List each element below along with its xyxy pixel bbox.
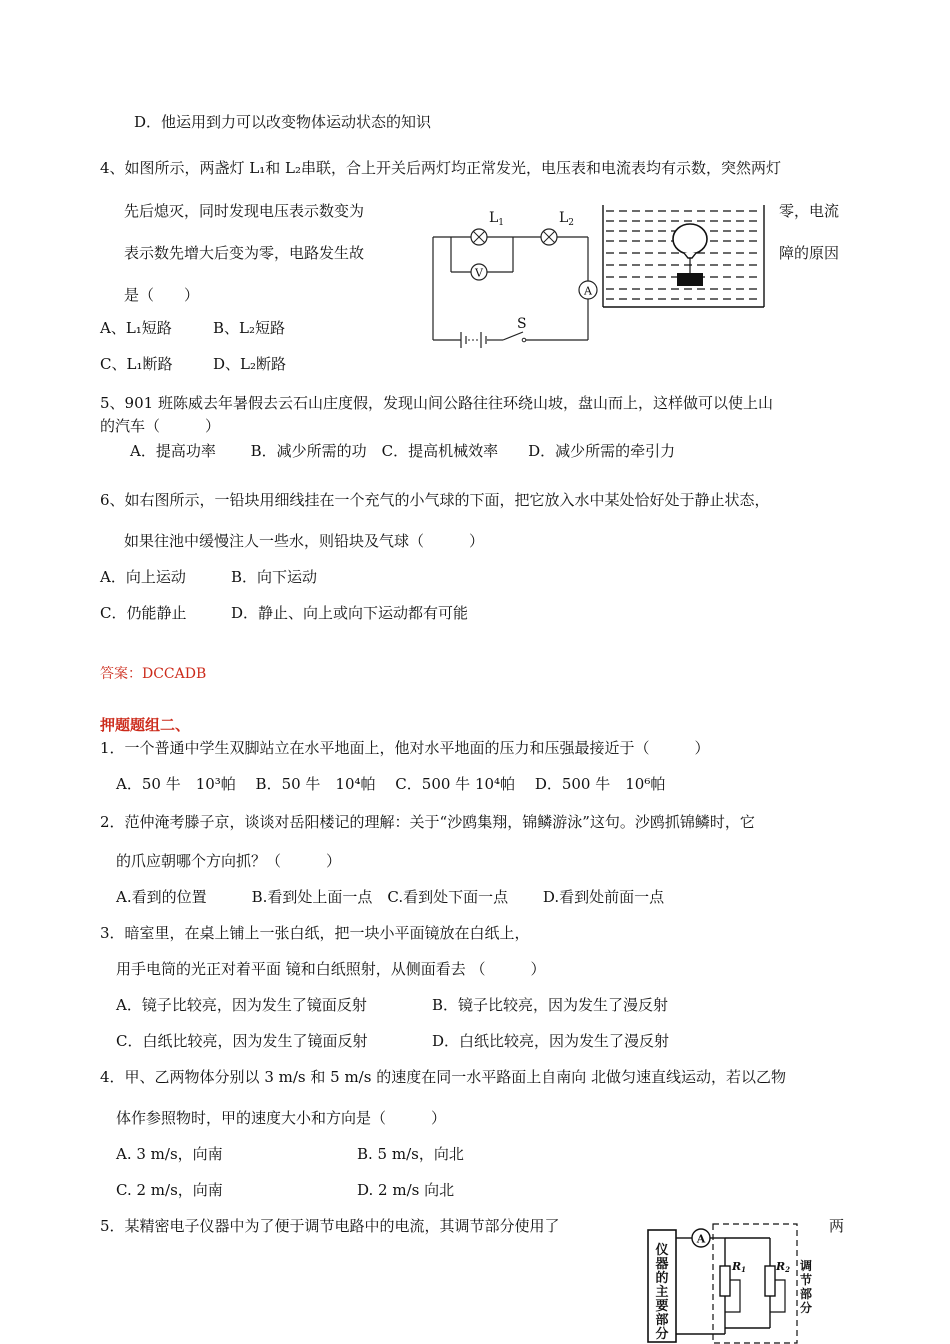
q4-stem-line1: 4、如图所示，两盏灯 L₁和 L₂串联，合上开关后两灯均正常发光，电压表和电流表均有示数，突然两灯 [100, 159, 782, 177]
g2-q5-stem-line1: 5．某精密电子仪器中为了便于调节电路中的电流，其调节部分使用了 [100, 1217, 560, 1235]
g2-q4-stem-line1: 4．甲、乙两物体分别以 3 m/s 和 5 m/s 的速度在同一水平路面上自南向 北做匀速直线运动，若以乙物 [100, 1068, 786, 1086]
g2-q3-option-d: D．白纸比较亮，因为发生了漫反射 [432, 1032, 670, 1050]
q4-stem-right2: 障的原因 [779, 244, 840, 262]
q4-stem-right1: 零，电流 [779, 202, 840, 220]
g2-q2-stem-line2: 的爪应朝哪个方向抓？（ ） [116, 852, 342, 870]
instrument-box-label: 仪器的主要部分 [655, 1243, 669, 1342]
q4-option-c: C、L₁断路 [100, 355, 173, 373]
g2-q4-option-d: D. 2 m/s 向北 [357, 1181, 455, 1199]
lead-block-icon [677, 273, 703, 286]
q4-option-b: B、L₂短路 [213, 319, 285, 337]
group2-heading: 押题题组二、 [100, 716, 191, 734]
g2-q2-stem-line1: 2．范仲淹考滕子京，谈谈对岳阳楼记的理解：关于“沙鸥集翔，锦鳞游泳”这句。沙鸥抓锦鳞时，它 [100, 813, 755, 831]
q6-option-a: A．向上运动 [100, 568, 186, 586]
instrument-circuit-diagram [640, 1222, 820, 1344]
q6-option-d: D．静止、向上或向下运动都有可能 [231, 604, 469, 622]
g2-q3-stem-line1: 3．暗室里，在桌上铺上一张白纸，把一块小平面镜放在白纸上， [100, 924, 530, 942]
lamp-l2-label: $L_2$ [559, 210, 575, 228]
q6-stem-line2: 如果往池中缓慢注人一些水，则铅块及气球（ ） [124, 532, 485, 550]
q4-stem-line4: 是（ ） [124, 286, 200, 304]
g2-q4-stem-line2: 体作参照物时，甲的速度大小和方向是（ ） [116, 1109, 447, 1127]
g2-q3-option-b: B．镜子比较亮，因为发生了漫反射 [432, 996, 669, 1014]
q5-options: A．提高功率 B．减少所需的功 C．提高机械效率 D．减少所需的牵引力 [130, 442, 676, 460]
g2-q3-option-a: A．镜子比较亮，因为发生了镜面反射 [116, 996, 367, 1014]
g2-q4-option-b: B. 5 m/s，向北 [357, 1145, 464, 1163]
g2-q4-option-c: C. 2 m/s，向南 [116, 1181, 223, 1199]
g2-q5-stem-right: 两 [829, 1217, 845, 1235]
resistor-r2-label: R2 [776, 1260, 791, 1274]
g2-q2-options: A.看到的位置 B.看到处上面一点 C.看到处下面一点 D.看到处前面一点 [116, 888, 665, 906]
lamp-l2-icon [541, 229, 557, 245]
q6-stem-line1: 6、如右图所示，一铅块用细线挂在一个充气的小气球的下面，把它放入水中某处恰好处于静止状态， [100, 491, 770, 509]
circuit-diagram [425, 200, 605, 350]
voltmeter-label: V [475, 266, 483, 280]
q5-stem-line2: 的汽车（ ） [100, 417, 221, 435]
water-tank-diagram [600, 203, 770, 313]
q4-stem-line2: 先后熄灭，同时发现电压表示数变为 [124, 202, 365, 220]
lamp-l1-icon [471, 229, 487, 245]
adjust-part-label: 调节部分 [799, 1259, 813, 1315]
q6-option-c: C．仍能静止 [100, 604, 187, 622]
resistor-r1-label: R1 [732, 1260, 747, 1274]
ammeter-label: A [584, 284, 592, 298]
lamp-l1-label: $L_1$ [489, 210, 505, 228]
q6-option-b: B．向下运动 [231, 568, 318, 586]
g2-q4-option-a: A. 3 m/s，向南 [116, 1145, 223, 1163]
balloon-icon [673, 224, 707, 273]
g2-q3-stem-line2: 用手电筒的光正对着平面 镜和白纸照射，从侧面看去 （ ） [116, 960, 546, 978]
q4-option-a: A、L₁短路 [100, 319, 172, 337]
g2-q1-stem: 1．一个普通中学生双脚站立在水平地面上，他对水平地面的压力和压强最接近于（ ） [100, 739, 710, 757]
ammeter-label: A [696, 1232, 706, 1246]
answer-key: 答案：DCCADB [100, 666, 207, 682]
q3-option-d: D．他运用到力可以改变物体运动状态的知识 [134, 113, 432, 131]
q5-stem-line1: 5、901 班陈威去年暑假去云石山庄度假，发现山间公路往往环绕山坡，盘山而上，这样做可以使上山 [100, 394, 773, 412]
g2-q3-option-c: C．白纸比较亮，因为发生了镜面反射 [116, 1032, 368, 1050]
g2-q1-options: A．50 牛 10³帕 B．50 牛 10⁴帕 C．500 牛 10⁴帕 D．500 牛 10⁶帕 [116, 775, 666, 793]
switch-label: S [517, 316, 527, 332]
q4-option-d: D、L₂断路 [213, 355, 287, 373]
q4-stem-line3: 表示数先增大后变为零，电路发生故 [124, 244, 365, 262]
